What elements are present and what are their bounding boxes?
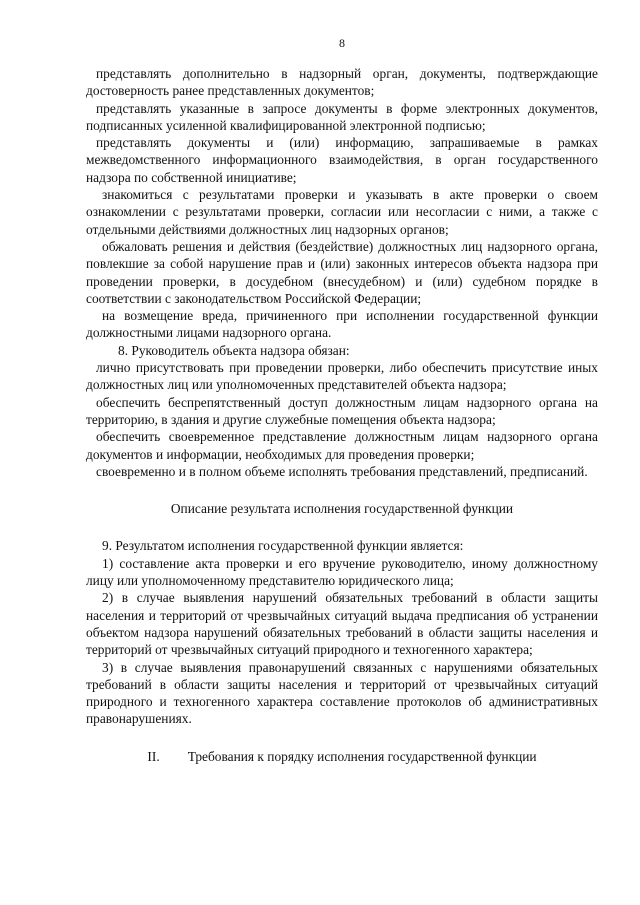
- paragraph-right-4: знакомиться с результатами проверки и указывать в акте проверки о своем ознакомлении с результатами проверки, согласии или несогласии с ними, а также с отдельными действиями должностных лиц надзорных органов;: [86, 187, 598, 237]
- page-number: 8: [339, 36, 345, 50]
- paragraph-right-2: представлять указанные в запросе документы в форме электронных документов, подписанных усиленной квалифицированной электронной подписью;: [86, 100, 598, 133]
- section-2-number: II.: [147, 748, 160, 764]
- paragraph-duty-1: лично присутствовать при проведении проверки, либо обеспечить присутствие иных должностных лиц или уполномоченных представителей объекта надзора;: [86, 360, 598, 393]
- section-2-heading: [86, 748, 598, 765]
- paragraph-duty-4: своевременно и в полном объеме исполнять требования представлений, предписаний.: [96, 463, 588, 479]
- section-result-heading: Описание результата исполнения государственной функции: [170, 501, 514, 517]
- paragraph-result-intro: 9. Результатом исполнения государственной функции является:: [102, 538, 464, 554]
- section-2-title: Требования к порядку исполнения государственной функции: [187, 748, 537, 764]
- paragraph-duty-intro: 8. Руководитель объекта надзора обязан:: [118, 342, 350, 358]
- paragraph-right-1: представлять дополнительно в надзорный орган, документы, подтверждающие достоверность ранее представленных документов;: [86, 66, 598, 99]
- paragraph-right-5: обжаловать решения и действия (бездействие) должностных лиц надзорного органа, повлекшие за собой нарушение прав и (или) законных интересов объекта надзора при проведении проверки, в досудебном (внесудебном) и (или) судебном порядке в соответствии с законодательством Российской Федерации;: [86, 238, 598, 306]
- paragraph-right-6: на возмещение вреда, причиненного при исполнении государственной функции должностными лицами надзорного органа.: [86, 308, 598, 341]
- paragraph-result-item-2: 2) в случае выявления нарушений обязательных требований в области защиты населения и территорий от чрезвычайных ситуаций выдача предписания об устранении объектом надзора нарушений обязательных требований в области защиты населения и территорий от чрезвычайных ситуаций природного и техногенного характера;: [86, 590, 598, 658]
- paragraph-result-item-3: 3) в случае выявления правонарушений связанных с нарушениями обязательных требований в области защиты населения и территорий от чрезвычайных ситуаций природного и техногенного характера составление протоколов об административных правонарушениях.: [86, 659, 598, 727]
- paragraph-duty-2: обеспечить беспрепятственный доступ должностным лицам надзорного органа на территорию, в здания и другие служебные помещения объекта надзора;: [86, 394, 598, 427]
- paragraph-result-item-1: 1) составление акта проверки и его вручение руководителю, иному должностному лицу или уполномоченному представителю юридического лица;: [86, 555, 598, 589]
- paragraph-duty-3: обеспечить своевременное представление должностным лицам надзорного органа документов и информации, необходимых для проведения проверки;: [86, 429, 598, 462]
- paragraph-right-3: представлять документы и (или) информацию, запрашиваемые в рамках межведомственного информационного взаимодействия, в орган государственного надзора по собственной инициативе;: [86, 135, 598, 185]
